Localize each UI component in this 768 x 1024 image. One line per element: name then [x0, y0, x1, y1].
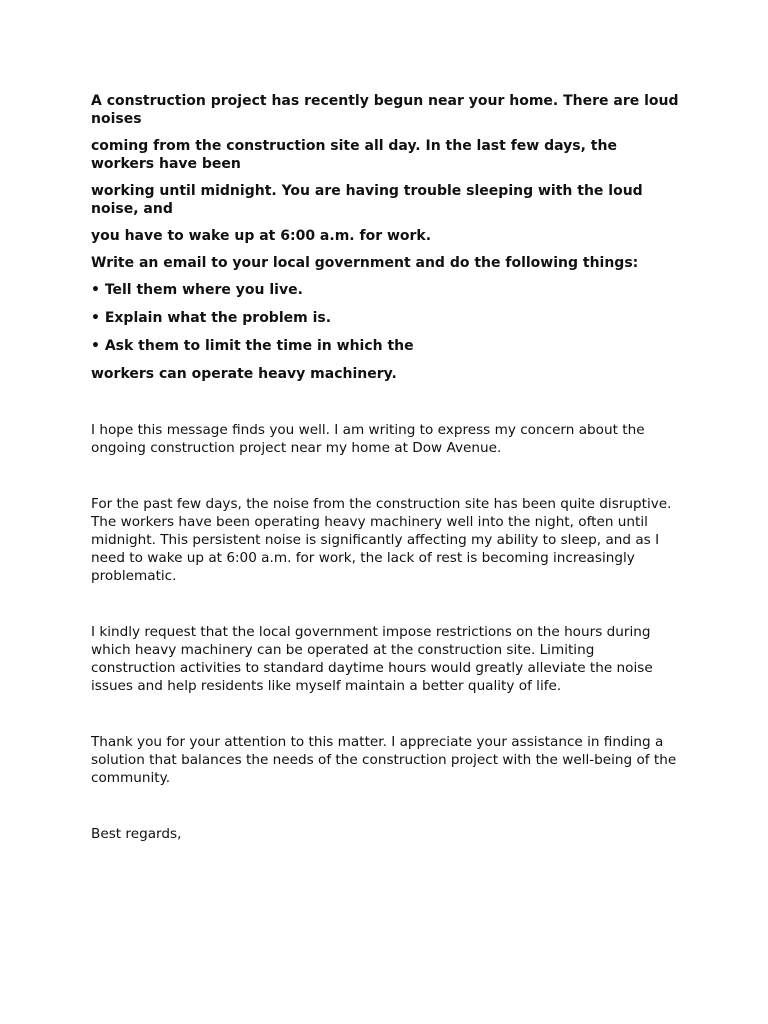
prompt-line: workers can operate heavy machinery.: [91, 366, 397, 382]
task-prompt: [91, 92, 681, 383]
prompt-bullet: • Explain what the problem is.: [91, 310, 332, 326]
letter-paragraph: For the past few days, the noise from the construction site has been quite disruptive. The workers have been operating heavy machinery well into the night, often until midnight. This persistent noise is significantly affecting my ability to sleep, and as I need to wake up at 6:00 a.m. for work, the lack of rest is becoming increasingly problematic.: [91, 496, 672, 584]
letter-paragraph: I kindly request that the local government impose restrictions on the hours during which heavy machinery can be operated at the construction site. Limiting construction activities to standard daytime hours would greatly alleviate the noise issues and help residents like myself maintain a better quality of life.: [91, 624, 653, 694]
document-page: [91, 92, 681, 881]
letter-signoff: Best regards,: [91, 826, 182, 842]
email-body: [91, 421, 681, 843]
letter-paragraph: Thank you for your attention to this matter. I appreciate your assistance in finding a solution that balances the needs of the construction project with the well-being of the community.: [91, 734, 677, 786]
prompt-bullet: • Tell them where you live.: [91, 282, 303, 298]
prompt-line: Write an email to your local government and do the following things:: [91, 255, 639, 271]
prompt-line: coming from the construction site all day. In the last few days, the workers have been: [91, 138, 617, 172]
prompt-line: A construction project has recently begun near your home. There are loud noises: [91, 93, 679, 127]
letter-paragraph: I hope this message finds you well. I am writing to express my concern about the ongoing construction project near my home at Dow Avenue.: [91, 422, 645, 456]
prompt-bullet: • Ask them to limit the time in which the: [91, 338, 414, 354]
prompt-line: working until midnight. You are having trouble sleeping with the loud noise, and: [91, 183, 643, 217]
prompt-line: you have to wake up at 6:00 a.m. for work.: [91, 228, 432, 244]
